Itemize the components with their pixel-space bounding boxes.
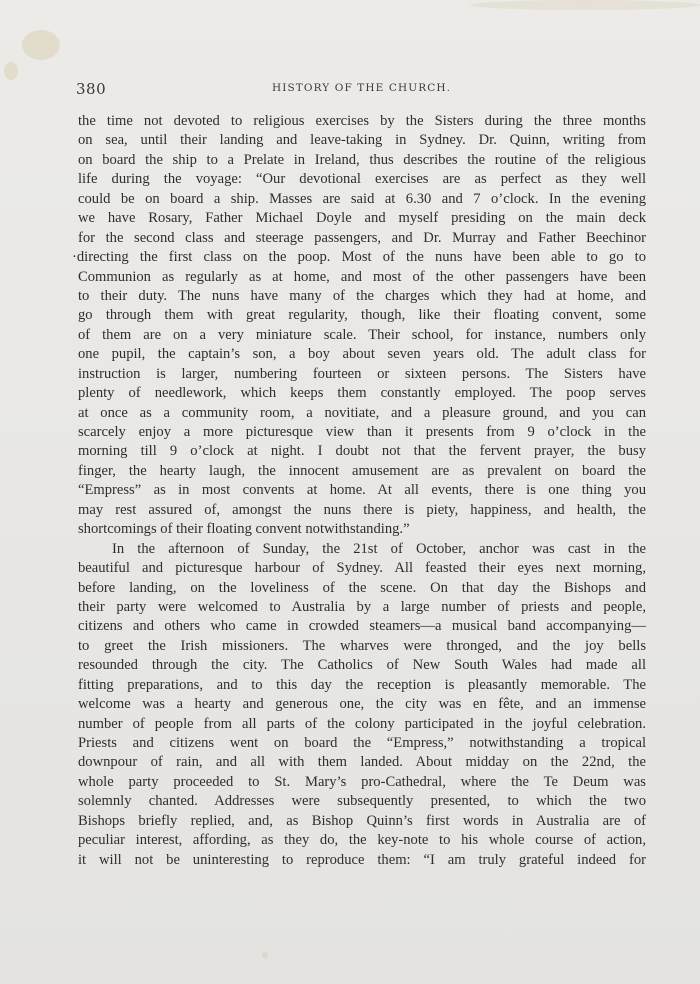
text-line: morning till 9 o’clock at night. I doubt not that the fervent prayer, the busy <box>78 443 646 460</box>
text-line: on board the ship to a Prelate in Ireland, thus describes the routine of the religious <box>78 151 646 168</box>
text-line: Communion as regularly as at home, and most of the other passengers have been <box>78 268 646 285</box>
text-line: for the second class and steerage passengers, and Dr. Murray and Father Beechinor <box>78 229 646 246</box>
text-line: the time not devoted to religious exercises by the Sisters during the three months <box>78 113 646 129</box>
text-line: we have Rosary, Father Michael Doyle and myself presiding on the main deck <box>78 210 646 227</box>
text-line: one pupil, the captain’s son, a boy about seven years old. The adult class for <box>78 346 646 363</box>
text-line: may rest assured of, amongst the nuns there is piety, happiness, and health, the <box>78 501 646 518</box>
foxing-stain <box>470 0 700 10</box>
text-line: citizens and others who came in crowded steamers—a musical band accompanying— <box>78 618 646 635</box>
page-number: 380 <box>76 80 107 98</box>
text-line: resounded through the city. The Catholics of New South Wales had made all <box>78 657 646 674</box>
body-text <box>72 112 646 870</box>
text-line: on sea, until their landing and leave-taking in Sydney. Dr. Quinn, writing from <box>78 132 646 149</box>
text-line: Priests and citizens went on board the “Empress,” notwithstanding a tropical <box>78 735 646 751</box>
text-line: “Empress” as in most convents at home. At all events, there is one thing you <box>78 482 646 499</box>
text-line: could be on board a ship. Masses are said at 6.30 and 7 o’clock. In the evening <box>78 190 646 207</box>
foxing-stain <box>4 62 18 80</box>
text-line: Bishops briefly replied, and, as Bishop Quinn’s first words in Australia are of <box>78 812 646 829</box>
text-line: shortcomings of their floating convent notwithstanding.” <box>78 521 410 538</box>
text-line: to greet the Irish missioners. The wharves were thronged, and the joy bells <box>78 637 646 654</box>
running-head: HISTORY OF THE CHURCH. <box>272 82 452 94</box>
text-line: ·directing the first class on the poop. Most of the nuns have been able to go to <box>72 249 646 266</box>
text-line: their party were welcomed to Australia by a large number of priests and people, <box>78 598 646 615</box>
text-line: instruction is larger, numbering fourteen or sixteen persons. The Sisters have <box>78 365 646 382</box>
text-line: go through them with great regularity, though, like their floating convent, some <box>78 307 646 324</box>
text-line: plenty of needlework, which keeps them constantly employed. The poop serves <box>78 385 646 402</box>
text-line: to their duty. The nuns have many of the charges which they had at home, and <box>78 287 646 304</box>
foxing-stain <box>262 952 268 958</box>
text-line: before landing, on the loveliness of the scene. On that day the Bishops and <box>78 579 646 596</box>
text-line: welcome was a hearty and generous one, the city was en fête, and an immense <box>78 696 646 713</box>
text-line: of them are on a very miniature scale. Their school, for instance, numbers only <box>78 326 646 343</box>
text-line: solemnly chanted. Addresses were subsequently presented, to which the two <box>78 793 646 810</box>
text-line: life during the voyage: “Our devotional exercises are as perfect as they well <box>78 171 646 188</box>
text-line: peculiar interest, affording, as they do, the key-note to his whole course of action, <box>78 832 646 849</box>
text-line: beautiful and picturesque harbour of Sydney. All feasted their eyes next morning, <box>78 560 646 577</box>
foxing-stain <box>22 30 60 60</box>
text-line: scarcely enjoy a more picturesque view than it presents from 9 o’clock in the <box>78 424 646 440</box>
text-line: fitting preparations, and to this day the reception is pleasantly memorable. The <box>78 676 646 693</box>
text-line: In the afternoon of Sunday, the 21st of October, anchor was cast in the <box>112 540 646 557</box>
text-line: whole party proceeded to St. Mary’s pro-Cathedral, where the Te Deum was <box>78 773 646 790</box>
text-line: finger, the hearty laugh, the innocent amusement are as prevalent on board the <box>78 462 646 479</box>
text-line: it will not be uninteresting to reproduce them: “I am truly grateful indeed for <box>78 851 646 868</box>
text-line: number of people from all parts of the colony participated in the joyful celebration. <box>78 715 646 732</box>
text-line: downpour of rain, and all with them landed. About midday on the 22nd, the <box>78 754 646 771</box>
text-line: at once as a community room, a novitiate, and a pleasure ground, and you can <box>78 404 646 421</box>
page-header <box>0 80 700 100</box>
